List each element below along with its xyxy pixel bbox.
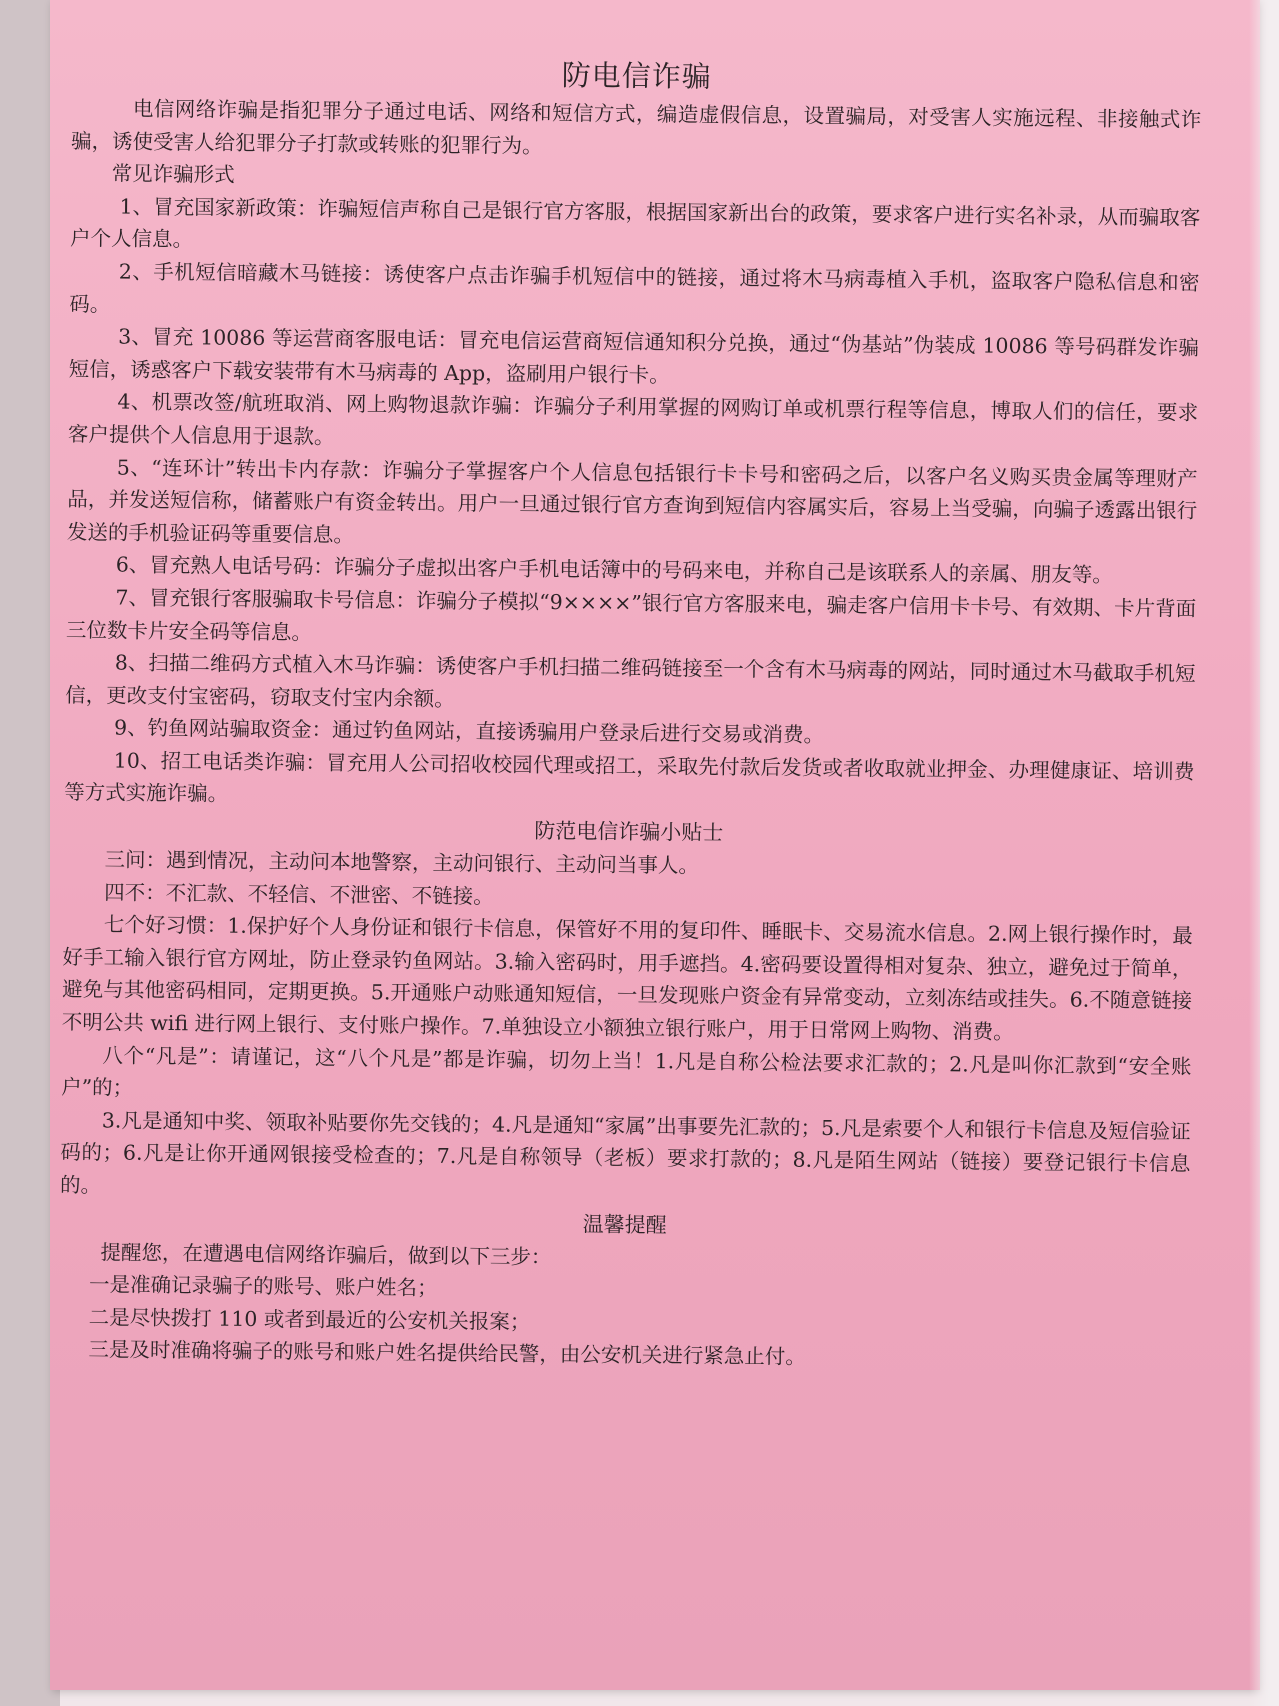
tip-paragraph: 三问：遇到情况，主动问本地警察，主动问银行、主动问当事人。 xyxy=(104,847,700,878)
tip-paragraph: 3.凡是通知中奖、领取补贴要你先交钱的；4.凡是通知“家属”出事要先汇款的；5.凡是索要个人和银行卡信息及短信验证码的；6.凡是让你开通网银接受检查的；7.凡是自称领导（老板）要求打款的；8.凡是陌生网站（链接）要登记银行卡信息的。 xyxy=(59,1108,1191,1198)
fraud-form-item: 4、机票改签/航班取消、网上购物退款诈骗：诈骗分子利用掌握的网购订单或机票行程等信息，博取人们的信任，要求客户提供个人信息用于退款。 xyxy=(67,389,1199,449)
fraud-form-item: 6、冒充熟人电话号码：诈骗分子虚拟出客户手机电话簿中的号码来电，并称自己是该联系人的亲属、朋友等。 xyxy=(115,552,1113,588)
tips-heading: 防范电信诈骗小贴士 xyxy=(534,818,724,845)
tip-paragraph: 八个“凡是”：请谨记，这“八个凡是”都是诈骗，切勿上当！1.凡是自称公检法要求汇款的；2.凡是叫你汇款到“安全账户”的； xyxy=(61,1042,1192,1100)
document-body xyxy=(58,50,1202,1378)
reminder-step: 二是尽快拨打 110 或者到最近的公安机关报案； xyxy=(88,1305,531,1334)
reminder-heading: 温馨提醒 xyxy=(582,1212,667,1237)
right-edge-shade xyxy=(1249,0,1279,1706)
reminder-intro: 提醒您，在遭遇电信网络诈骗后，做到以下三步： xyxy=(100,1239,552,1269)
fraud-form-item: 7、冒充银行客服骗取卡号信息：诈骗分子模拟“9××××”银行官方客服来电，骗走客户信用卡卡号、有效期、卡片背面三位数卡片安全码等信息。 xyxy=(65,585,1197,645)
tip-paragraph: 七个好习惯：1.保护好个人身份证和银行卡信息，保管好不用的复印件、睡眠卡、交易流水信息。2.网上银行操作时，最好手工输入银行官方网址，防止登录钓鱼网站。3.输入密码时，用手遮挡。4.密码要设置得相对复杂、独立，避免过于简单，避免与其他密码相同，定期更换。5.开通账户动账通知短信，一旦发现账户资金有异常变动，立刻冻结或挂失。6.不随意链接不明公共 wifi 进行网上银行、支付账户操作。7.单独设立小额独立银行账户，用于日常网上购物、消费。 xyxy=(61,912,1193,1044)
intro-paragraph: 电信网络诈骗是指犯罪分子通过电话、网络和短信方式，编造虚假信息，设置骗局，对受害人实施远程、非接触式诈骗，诱使受害人给犯罪分子打款或转账的犯罪行为。 xyxy=(70,96,1202,158)
fraud-form-item: 1、冒充国家新政策：诈骗短信声称自己是银行官方客服，根据国家新出台的政策，要求客户进行实名补录，从而骗取客户个人信息。 xyxy=(69,194,1201,252)
fraud-form-item: 5、“连环计”转出卡内存款：诈骗分子掌握客户个人信息包括银行卡卡号和密码之后，以客户名义购买贵金属等理财产品，并发送短信称，储蓄账户有资金转出。用户一旦通过银行官方查询到短信内容属实后，容易上当受骗，向骗子透露出银行发送的手机验证码等重要信息。 xyxy=(66,455,1198,547)
fraud-form-item: 8、扫描二维码方式植入木马诈骗：诱使客户手机扫描二维码链接至一个含有木马病毒的网站，同时通过木马截取手机短信，更改支付宝密码，窃取支付宝内余额。 xyxy=(65,650,1196,711)
fraud-form-item: 3、冒充 10086 等运营商客服电话：冒充电信运营商短信通知积分兑换，通过“伪基站”伪装成 10086 等号码群发诈骗短信，诱惑客户下载安装带有木马病毒的 App，盗刷用户银行卡。 xyxy=(68,324,1200,388)
reminder-steps xyxy=(58,1268,1189,1378)
reminder-step: 一是准确记录骗子的账号、账户姓名； xyxy=(88,1272,438,1301)
fraud-form-item: 9、钓鱼网站骗取资金：通过钓鱼网站，直接诱骗用户登录后进行交易或消费。 xyxy=(113,715,825,748)
fraud-form-item: 10、招工电话类诈骗：冒充用人公司招收校园代理或招工，采取先付款后发货或者收取就业押金、办理健康证、培训费等方式实施诈骗。 xyxy=(64,748,1195,807)
fraud-form-item: 2、手机短信暗藏木马链接：诱使客户点击诈骗手机短信中的链接，通过将木马病毒植入手机，盗取客户隐私信息和密码。 xyxy=(69,259,1200,316)
reminder-step: 三是及时准确将骗子的账号和账户姓名提供给民警，由公安机关进行紧急止付。 xyxy=(88,1337,806,1370)
tip-paragraph: 四不：不汇款、不轻信、不泄密、不链接。 xyxy=(104,880,494,909)
document-title: 防电信诈骗 xyxy=(561,58,712,94)
forms-heading: 常见诈骗形式 xyxy=(111,161,235,187)
